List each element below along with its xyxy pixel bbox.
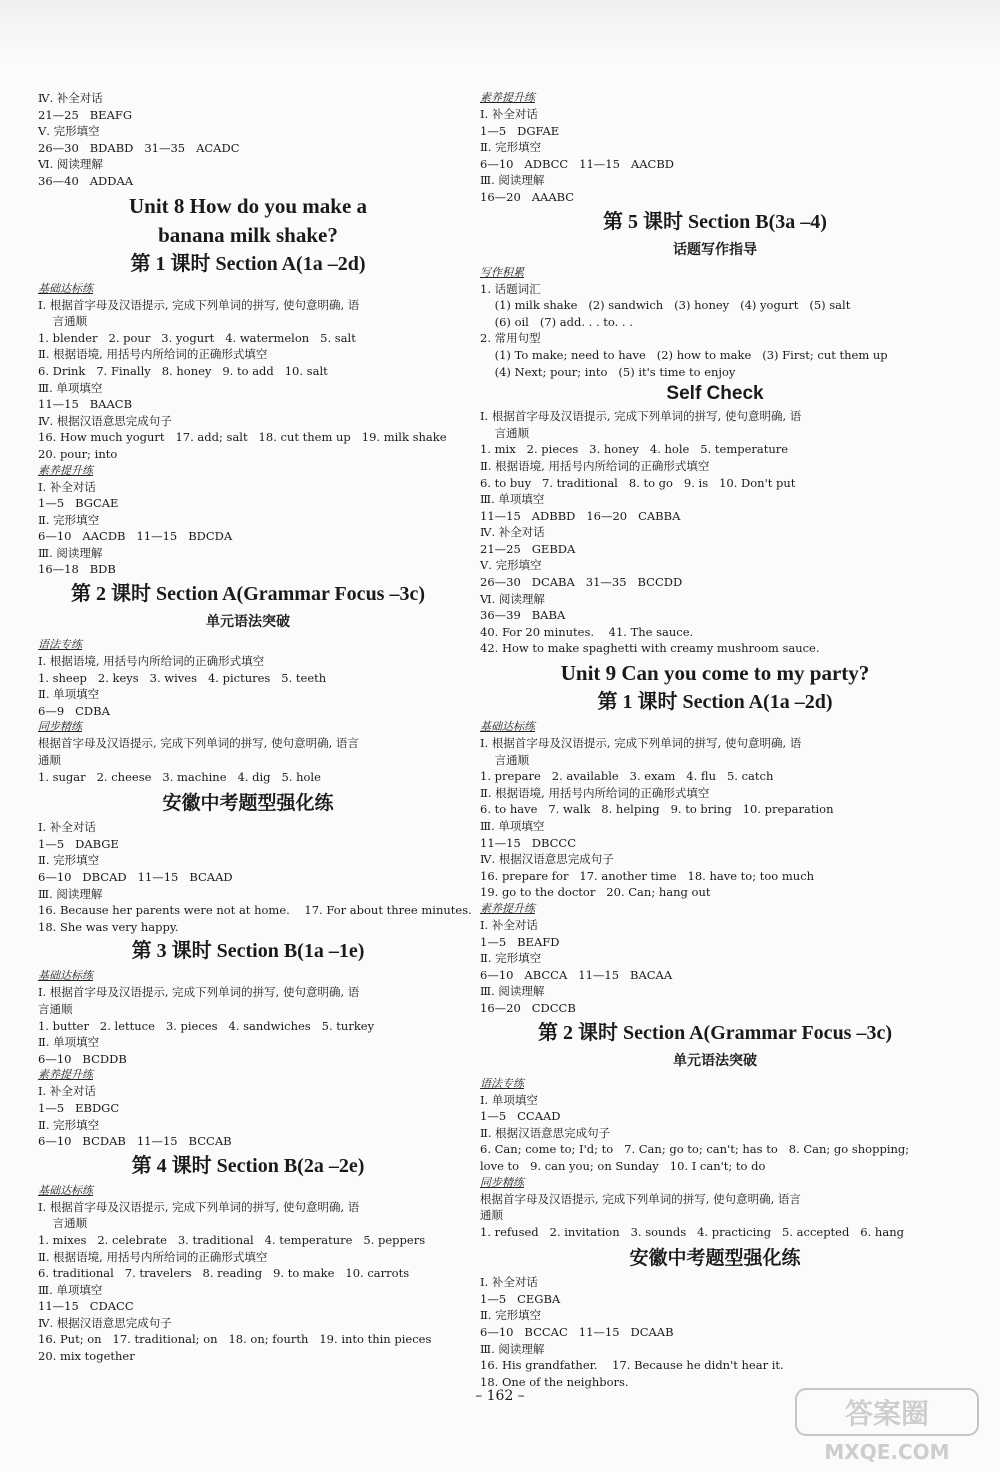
answer-line: 36—39 BABA: [480, 608, 566, 623]
answer-line: Ⅱ. 完形填空: [38, 853, 100, 868]
answer-line: 1—5 DABGE: [38, 836, 119, 851]
answer-line: Ⅵ. 阅读理解: [480, 591, 545, 606]
answer-line: Ⅳ. 补全对话: [480, 525, 545, 540]
page-number: – 162 –: [475, 1388, 525, 1404]
answer-line: 20. pour; into: [38, 446, 118, 461]
answer-line: 6. traditional 7. travelers 8. reading 9. to make 10. carrots: [38, 1266, 410, 1281]
answer-line: Ⅲ. 单项填空: [38, 1282, 103, 1297]
answer-line: 11—15 ADBBD 16—20 CABBA: [480, 508, 681, 523]
answer-line: 6—10 BCDAB 11—15 BCCAB: [38, 1134, 232, 1149]
lesson-heading: 第 2 课时 Section A(Grammar Focus –3c): [537, 1021, 893, 1044]
answer-line: 通顺: [480, 1208, 503, 1223]
answer-column-left: [38, 90, 472, 1365]
answer-line: 11—15 CDACC: [38, 1299, 134, 1314]
answer-line: 1—5 DGFAE: [480, 123, 560, 138]
answer-line: Ⅰ. 补全对话: [38, 1084, 96, 1099]
watermark-text: MXQE.COM: [824, 1440, 950, 1464]
unit-heading: Unit 9 Can you come to my party?: [560, 661, 870, 686]
answer-line: 16. Because her parents were not at home. 17. For about three minutes.: [38, 903, 472, 918]
answer-line: Ⅲ. 阅读理解: [480, 173, 545, 188]
subsection-heading: 单元语法突破: [673, 1052, 757, 1069]
lesson-heading: 第 4 课时 Section B(2a –2e): [131, 1154, 365, 1177]
answer-line: Ⅱ. 根据语境, 用括号内所给词的正确形式填空: [38, 347, 268, 362]
answer-line: 言通顺: [38, 314, 88, 329]
lesson-heading: 第 2 课时 Section A(Grammar Focus –3c): [70, 583, 426, 606]
answer-line: 36—40 ADDAA: [38, 173, 134, 188]
answer-line: Ⅳ. 根据汉语意思完成句子: [38, 1315, 172, 1330]
exam-practice-heading: 安徽中考题型强化练: [629, 1247, 801, 1270]
answer-line: 26—30 DCABA 31—35 BCCDD: [480, 575, 683, 590]
answer-line: 26—30 BDABD 31—35 ACADC: [38, 140, 240, 155]
answer-line: Ⅰ. 补全对话: [38, 820, 96, 835]
answer-line: 1. mixes 2. celebrate 3. traditional 4. temperature 5. peppers: [38, 1232, 426, 1247]
answer-line: 1. 话题词汇: [480, 281, 541, 296]
exercise-tag: 同步精练: [38, 720, 82, 734]
answer-line: Ⅰ. 补全对话: [480, 107, 538, 121]
watermark-logo-icon: [792, 1387, 982, 1465]
answer-line: 42. How to make spaghetti with creamy mushroom sauce.: [480, 641, 820, 656]
answer-line: 1. sugar 2. cheese 3. machine 4. dig 5. hole: [38, 769, 321, 784]
answer-line: 2. 常用句型: [480, 331, 541, 346]
answer-line: Ⅰ. 根据首字母及汉语提示, 完成下列单词的拼写, 使句意明确, 语: [38, 1199, 360, 1214]
answer-line: 6—10 DBCAD 11—15 BCAAD: [38, 870, 233, 884]
answer-line: 言通顺: [38, 1216, 88, 1231]
answer-line: 1. blender 2. pour 3. yogurt 4. watermelon 5. salt: [38, 330, 356, 345]
exercise-tag: 同步精练: [480, 1175, 524, 1189]
answer-line: 6. to have 7. walk 8. helping 9. to bring 10. preparation: [480, 802, 834, 817]
answer-line: Ⅱ. 根据汉语意思完成句子: [480, 1125, 611, 1140]
lesson-heading: 第 1 课时 Section A(1a –2d): [130, 252, 366, 275]
answer-line: 20. mix together: [38, 1349, 135, 1364]
answer-line: Ⅴ. 完形填空: [480, 558, 542, 573]
answer-line: 根据首字母及汉语提示, 完成下列单词的拼写, 使句意明确, 语言: [480, 1191, 801, 1206]
exercise-tag: 素养提升练: [38, 463, 93, 477]
answer-line: 1. refused 2. invitation 3. sounds 4. practicing 5. accepted 6. hang: [480, 1224, 904, 1239]
answer-line: Ⅱ. 单项填空: [38, 1035, 100, 1050]
answer-line: Ⅲ. 阅读理解: [38, 886, 103, 901]
answer-line: Ⅱ. 完形填空: [480, 140, 542, 155]
answer-line: 6—10 AACDB 11—15 BDCDA: [38, 529, 233, 544]
answer-line: Ⅰ. 单项填空: [480, 1092, 538, 1107]
answer-line: 16—20 AAABC: [480, 189, 575, 204]
exercise-tag: 基础达标练: [38, 969, 93, 983]
answer-line: Ⅱ. 完形填空: [38, 512, 100, 527]
answer-line: Ⅲ. 阅读理解: [480, 984, 545, 999]
answer-line: Ⅲ. 阅读理解: [38, 545, 103, 560]
answer-line: 16. Put; on 17. traditional; on 18. on; fourth 19. into thin pieces: [38, 1332, 432, 1347]
answer-line: Ⅰ. 根据首字母及汉语提示, 完成下列单词的拼写, 使句意明确, 语: [38, 297, 360, 312]
answer-line: (1) milk shake (2) sandwich (3) honey (4) yogurt (5) salt: [480, 298, 851, 313]
answer-line: Ⅱ. 完形填空: [38, 1117, 100, 1132]
answer-line: 11—15 BAACB: [38, 397, 133, 412]
answer-line: 16. How much yogurt 17. add; salt 18. cut them up 19. milk shake: [38, 430, 447, 445]
unit-heading: banana milk shake?: [158, 222, 338, 247]
exercise-tag: 素养提升练: [480, 901, 535, 915]
answer-line: Ⅱ. 完形填空: [480, 1308, 542, 1323]
answer-line: Ⅲ. 单项填空: [480, 819, 545, 833]
answer-line: 11—15 DBCCC: [480, 835, 577, 850]
answer-line: 1—5 EBDGC: [38, 1100, 120, 1115]
answer-line: Ⅱ. 完形填空: [480, 951, 542, 966]
answer-line: 6—9 CDBA: [38, 703, 110, 718]
answer-line: Ⅳ. 根据汉语意思完成句子: [480, 852, 614, 867]
exercise-tag: 基础达标练: [38, 281, 93, 295]
answer-line: 言通顺: [480, 425, 530, 440]
answer-line: 40. For 20 minutes. 41. The sauce.: [480, 624, 694, 639]
subsection-heading: 单元语法突破: [206, 614, 290, 631]
answer-line: 1—5 CEGBA: [480, 1291, 561, 1306]
answer-line: 1—5 BEAFD: [480, 934, 560, 949]
answer-line: Ⅲ. 单项填空: [480, 492, 545, 507]
lesson-heading: 第 5 课时 Section B(3a –4): [603, 210, 827, 233]
answer-line: 言通顺: [480, 752, 530, 767]
lesson-heading: 第 1 课时 Section A(1a –2d): [597, 691, 833, 714]
answer-line: 6—10 ADBCC 11—15 AACBD: [480, 156, 674, 171]
answer-line: 21—25 GEBDA: [480, 541, 576, 556]
answer-line: 19. go to the doctor 20. Can; hang out: [480, 885, 711, 900]
exercise-tag: 素养提升练: [38, 1068, 93, 1082]
answer-line: 1—5 CCAAD: [480, 1109, 561, 1124]
answer-line: Ⅳ. 补全对话: [38, 91, 103, 105]
answer-line: Ⅰ. 根据首字母及汉语提示, 完成下列单词的拼写, 使句意明确, 语: [38, 985, 360, 1000]
answer-line: 6—10 ABCCA 11—15 BACAA: [480, 967, 673, 982]
answer-line: Ⅴ. 完形填空: [38, 124, 100, 139]
answer-line: 21—25 BEAFG: [38, 107, 133, 122]
answer-line: love to 9. can you; on Sunday 10. I can't; to do: [480, 1158, 766, 1173]
subsection-heading: 话题写作指导: [673, 241, 757, 258]
unit-heading: Unit 8 How do you make a: [128, 193, 368, 218]
answer-line: 1. butter 2. lettuce 3. pieces 4. sandwiches 5. turkey: [38, 1018, 375, 1033]
answer-line: 16. His grandfather. 17. Because he didn't hear it.: [480, 1358, 784, 1373]
answer-line: Ⅳ. 根据汉语意思完成句子: [38, 413, 172, 428]
answer-line: Ⅰ. 根据语境, 用括号内所给词的正确形式填空: [38, 654, 265, 669]
answer-line: 18. One of the neighbors.: [480, 1374, 629, 1389]
answer-line: Ⅲ. 阅读理解: [480, 1341, 545, 1356]
answer-line: 1—5 BGCAE: [38, 496, 119, 511]
answer-line: 1. mix 2. pieces 3. honey 4. hole 5. temperature: [480, 442, 789, 457]
answer-line: 6. to buy 7. traditional 8. to go 9. is 10. Don't put: [480, 475, 796, 490]
scan-top-edge: [0, 0, 1000, 60]
answer-line: 16. prepare for 17. another time 18. have to; too much: [480, 868, 815, 883]
answer-line: Ⅱ. 单项填空: [38, 687, 100, 702]
exercise-tag: 写作积累: [480, 265, 524, 279]
answer-line: Ⅵ. 阅读理解: [38, 157, 103, 172]
exercise-tag: 基础达标练: [480, 720, 535, 734]
answer-line: Ⅲ. 单项填空: [38, 380, 103, 395]
answer-line: Ⅰ. 补全对话: [38, 479, 96, 494]
answer-line: 6—10 BCDDB: [38, 1051, 127, 1066]
answer-line: Ⅰ. 补全对话: [480, 917, 538, 932]
exercise-tag: 素养提升练: [480, 91, 535, 104]
answer-line: 6. Can; come to; I'd; to 7. Can; go to; can't; has to 8. Can; go shopping;: [480, 1142, 910, 1157]
answer-line: 言通顺: [38, 1001, 73, 1016]
answer-column-right: [480, 90, 950, 1390]
answer-line: Ⅰ. 根据首字母及汉语提示, 完成下列单词的拼写, 使句意明确, 语: [480, 409, 802, 424]
exercise-tag: 语法专练: [480, 1076, 524, 1090]
answer-line: Ⅰ. 根据首字母及汉语提示, 完成下列单词的拼写, 使句意明确, 语: [480, 736, 802, 751]
answer-line: Ⅱ. 根据语境, 用括号内所给词的正确形式填空: [480, 785, 710, 800]
watermark-logo-text: 答案圈: [844, 1397, 930, 1430]
answer-line: (1) To make; need to have (2) how to make (3) First; cut them up: [480, 347, 888, 362]
answer-line: 1. sheep 2. keys 3. wives 4. pictures 5. teeth: [38, 670, 327, 685]
answer-line: 根据首字母及汉语提示, 完成下列单词的拼写, 使句意明确, 语言: [38, 736, 359, 751]
answer-line: 16—18 BDB: [38, 562, 116, 577]
answer-line: (6) oil (7) add. . . to. . .: [480, 314, 633, 329]
answer-line: 6. Drink 7. Finally 8. honey 9. to add 10. salt: [38, 363, 328, 378]
answer-line: Ⅰ. 补全对话: [480, 1275, 538, 1290]
answer-line: 6—10 BCCAC 11—15 DCAAB: [480, 1325, 674, 1340]
answer-line: 18. She was very happy.: [38, 919, 179, 934]
answer-line: 16—20 CDCCB: [480, 1000, 576, 1015]
answer-line: 1. prepare 2. available 3. exam 4. flu 5. catch: [480, 769, 774, 784]
answer-line: Ⅱ. 根据语境, 用括号内所给词的正确形式填空: [480, 458, 710, 473]
answer-line: Ⅱ. 根据语境, 用括号内所给词的正确形式填空: [38, 1249, 268, 1264]
answer-line: (4) Next; pour; into (5) it's time to enjoy: [480, 364, 736, 379]
answer-line: 通顺: [38, 753, 61, 768]
self-check-heading: Self Check: [666, 383, 764, 405]
exam-practice-heading: 安徽中考题型强化练: [162, 792, 334, 815]
exercise-tag: 基础达标练: [38, 1183, 93, 1197]
lesson-heading: 第 3 课时 Section B(1a –1e): [131, 940, 365, 963]
exercise-tag: 语法专练: [38, 638, 82, 652]
